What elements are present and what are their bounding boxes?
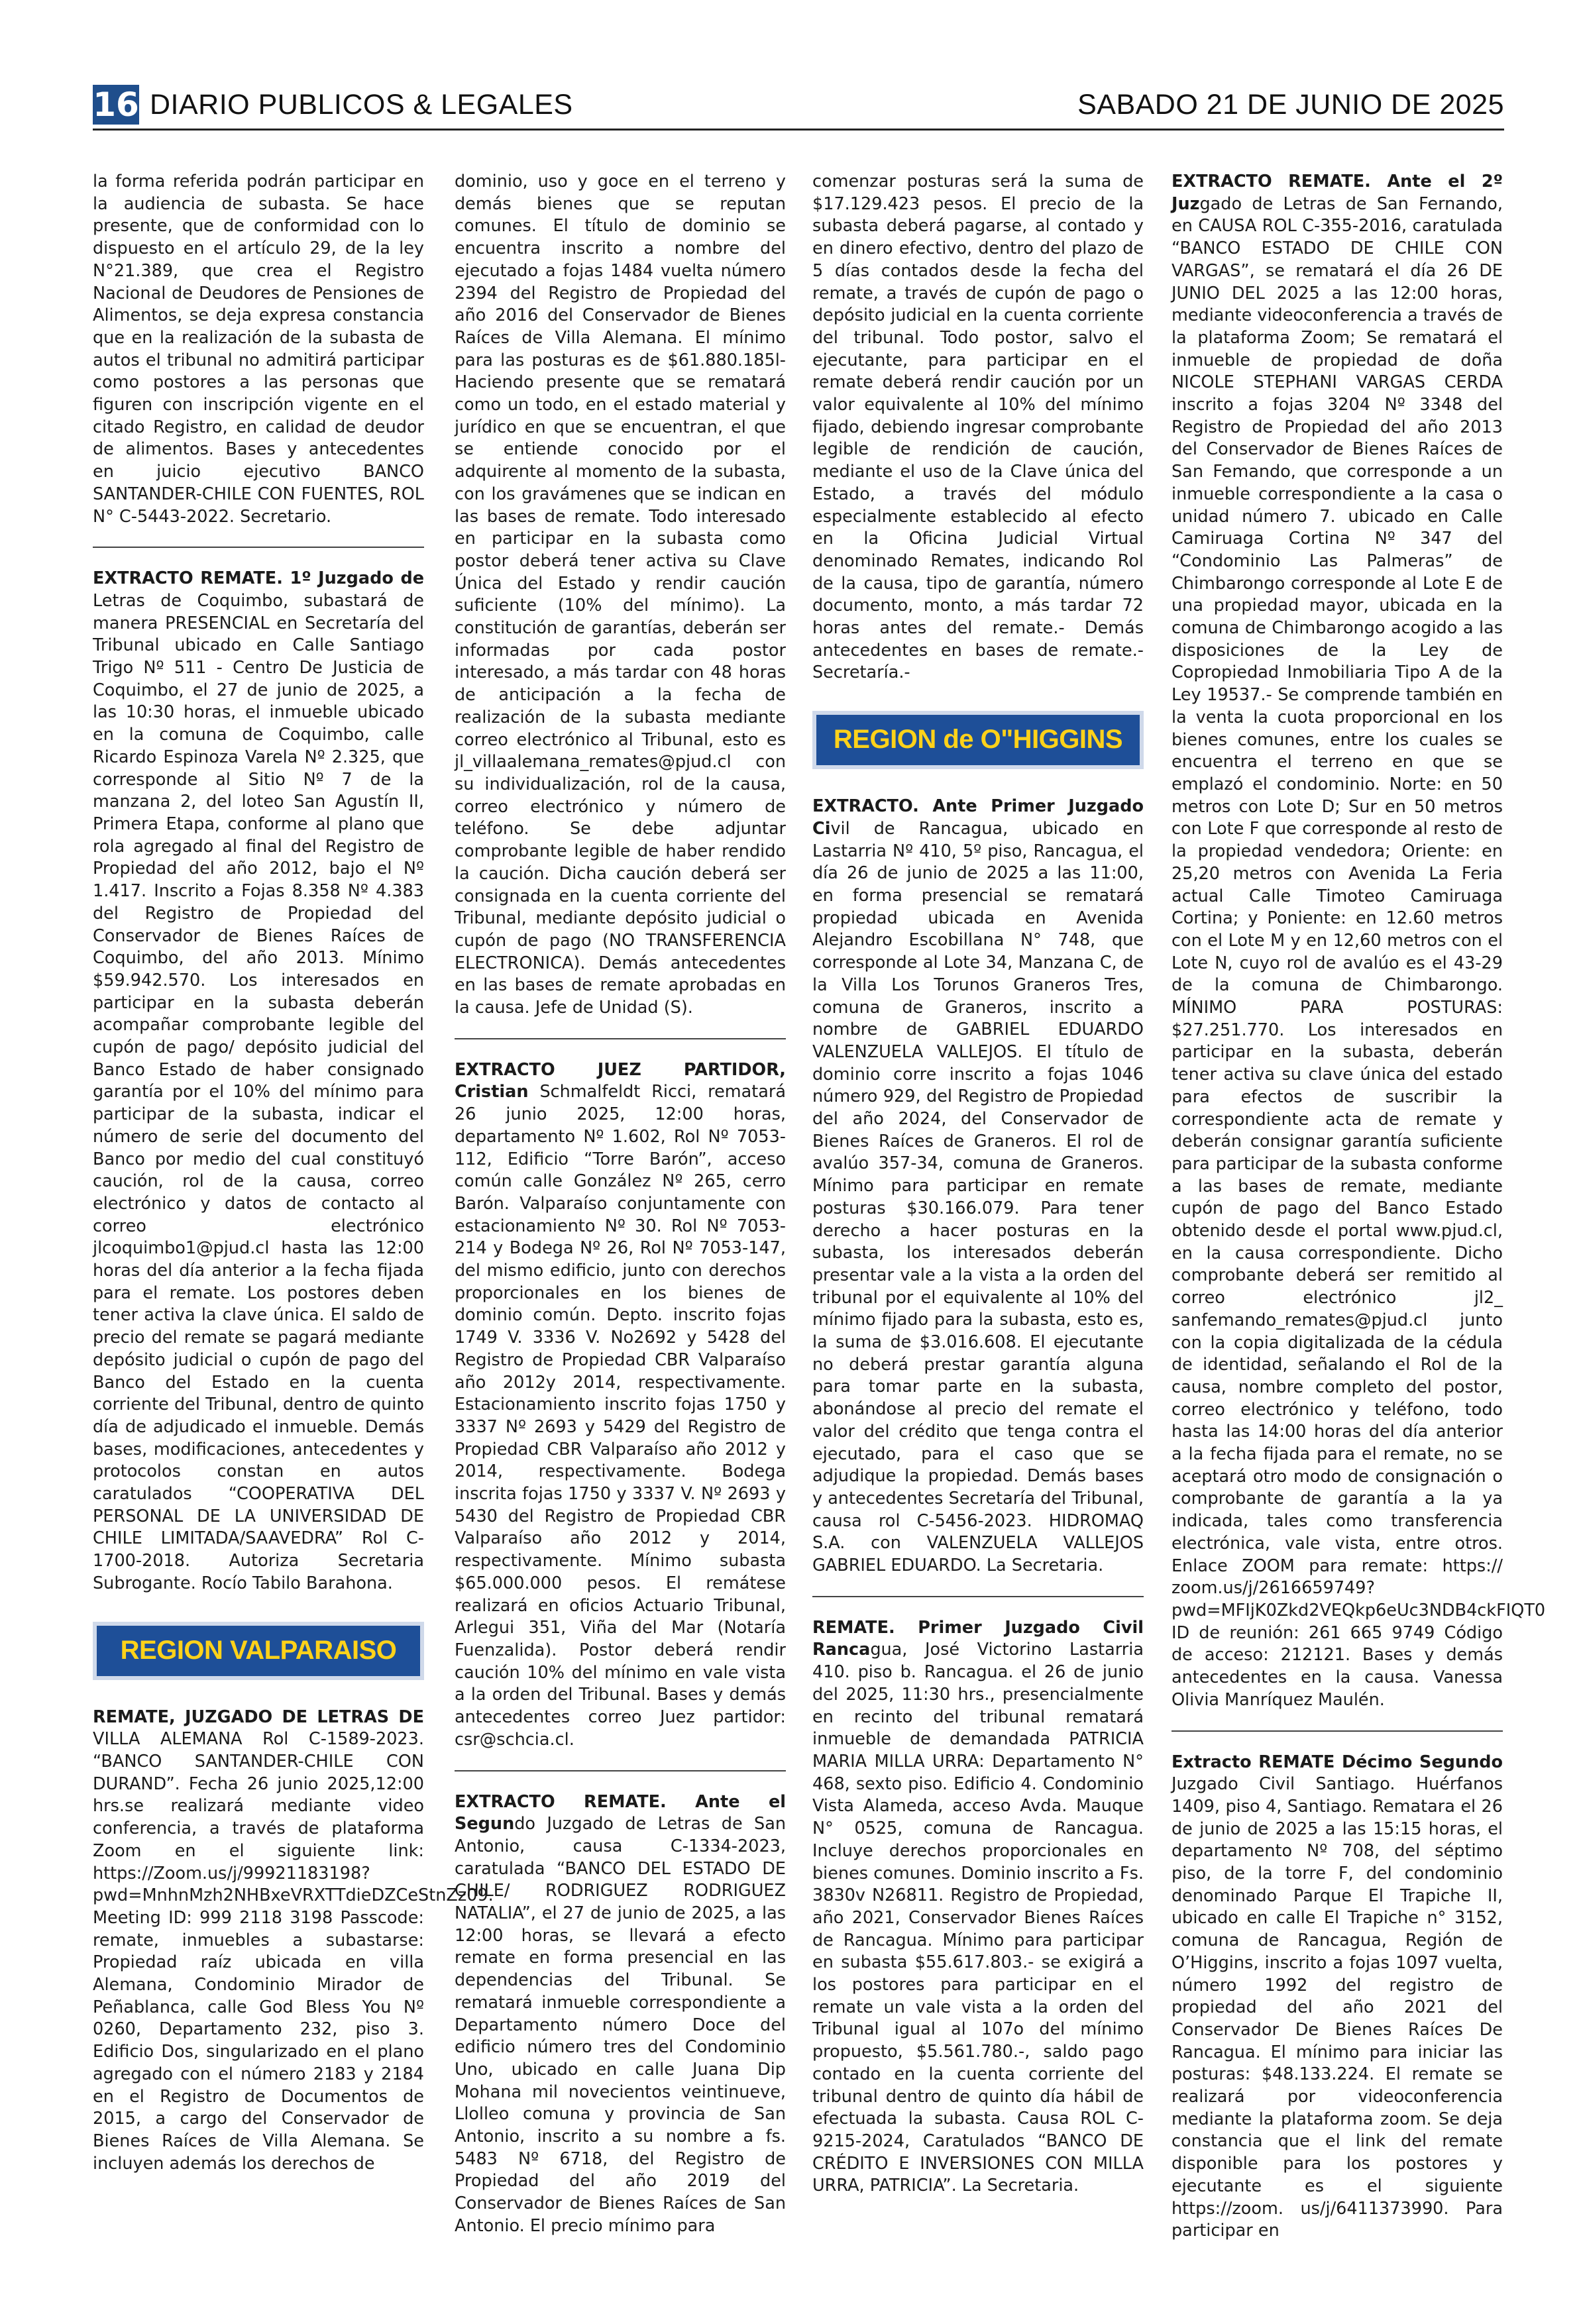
notice-heading: EXTRACTO REMATE. Ante el Segun [455, 1791, 786, 1834]
notice-separator [812, 1596, 1144, 1597]
notice-separator [93, 547, 424, 548]
region-banner-ohiggins [812, 711, 1144, 769]
notice-juez-partidor [455, 1059, 786, 1752]
region-banner-valparaiso [93, 1622, 424, 1680]
newspaper-name: DIARIO PUBLICOS & LEGALES [150, 89, 573, 121]
notice-heading: Extracto REMATE Décimo Segundo [1172, 1752, 1503, 1772]
notice-heading: EXTRACTO JUEZ PARTIDOR, Cristian [455, 1059, 786, 1102]
notice-body: gado de Letras de San Fernando, en CAUSA ROL C-355-2016, caratulada “BANCO ESTADO DE CHILE CON VARGAS”, se rematará el día 26 DE JUNIO DEL 2025 a las 12:00 horas, mediante videoconferencia a través de la plataforma Zoom; Se rematará el inmueble de propiedad de doña NICOLE STEPHANI VARGAS CERDA inscrito a fojas 3204 Nº 3348 del Registro de Propiedad del año 2013 del Conservador de Bienes Raíces de San Femando, que corresponde a un inmueble correspondiente a la casa o unidad número 7. ubicado en Calle Camiruaga Cortina Nº 347 del “Condominio Las Palmeras” de Chimbarongo corresponde al Lote E de una propiedad mayor, ubicada en la comuna de Chimbarongo acogido a las disposiciones de la Ley de Copropiedad Inmobiliaria Tipo A de la Ley 19537.- Se comprende también en la venta la cuota proporcional en los bienes comunes, entre los cuales se encuentra el terreno en que se emplazó el condominio. Norte: en 50 metros con Lote D; Sur en 50 metros con Lote F que corresponde al resto de la propiedad vendedora; Oriente: en 25,20 metros con Avenida La Feria actual Calle Timoteo Camiruaga Cortina; y Poniente: en 12.60 metros con el Lote M y en 12,60 metros con el Lote N, cuyo rol de avalúo es el 43-29 de la comuna de Chimbarongo. MÍNIMO PARA POSTURAS: $27.251.770. Los interesados en participar en la subasta, deberán tener activa su clave única del estado para efectos de suscribir la correspondiente acta de remate y deberán consignar garantía suficiente para participar de la subasta conforme a las bases de remate, mediante cupón de pago del Banco Estado obtenido desde el portal www.pjud.cl, en la causa correspondiente. Dicho comprobante deberá ser remitido al correo electrónico jl2_ sanfemando_remates@pjud.cl junto con la copia digitalizada de la cédula de identidad, señalando el Rol de la causa, nombre completo del postor, correo electrónico y teléfono, todo hasta las 14:00 horas del día anterior a la fecha fijada para el remate, no se aceptará otro modo de consignación o comprobante de garantía a la ya indicada, tales como transferencia electrónica, vale vista, entre otros. Enlace ZOOM para remate: https:// zoom.us/j/2616659749?pwd=MFIjK0Zkd2VEQkp6eUc3NDB4ckFIQT0 ID de reunión: 261 665 9749 Código de acceso: 212121. Bases y demás antecedentes en la causa. Vanessa Olivia Manríquez Maulén. [1172, 193, 1546, 1710]
notice-separator [455, 1770, 786, 1771]
notice-body: Juzgado Civil Santiago. Huérfanos 1409, piso 4, Santiago. Rematara el 26 de junio de 2025 a las 15:15 horas, el departamento Nº 708, del séptimo piso, de la torre F, del condominio denominado Parque El Trapiche II, ubicado en calle El Trapiche n° 3152, comuna de Rancagua, Región de O’Higgins, inscrito a fojas 1097 vuelta, número 1992 del registro de propiedad del año 2021 del Conservador De Bienes Raíces De Rancagua. El mínimo para iniciar las posturas: $48.133.224. El remate se realizará por videoconferencia mediante la plataforma zoom. Se deja constancia que el link del remate disponible para los postores y ejecutante es el siguiente https://zoom. us/j/6411373990. Para participar en [1172, 1774, 1503, 2241]
page-number: 16 [93, 85, 139, 124]
notice-remate-rancagua [812, 1617, 1144, 2197]
column-1 [93, 171, 494, 2291]
notice-separator [455, 1038, 786, 1039]
notice-continuation: la forma referida podrán participar en la audiencia de subasta. Se hace presente, que de conformidad con lo dispuesto en el artículo 29, de la ley N°21.389, que crea el Registro Nacional de Deudores de Pensiones de Alimentos, se deja expresa constancia que en la realización de la subasta de autos el tribunal no admitirá participar como postores a las personas que figuren con inscripción vigente en el citado Registro, en calidad de deudor de alimentos. Bases y antecedentes en juicio ejecutivo BANCO SANTANDER-CHILE CON FUENTES, ROL N° C-5443-2022. Secretario. [93, 172, 424, 527]
notice-extracto-rancagua [812, 796, 1144, 1577]
masthead [93, 85, 1504, 125]
notice-heading: EXTRACTO REMATE. Ante el 2º Juz [1172, 172, 1503, 214]
issue-date: SABADO 21 DE JUNIO DE 2025 [1077, 89, 1504, 121]
notice-body: do Juzgado de Letras de San Antonio, causa C-1334-2023, caratulada “BANCO DEL ESTADO DE CHILE/ RODRIGUEZ RODRIGUEZ NATALIA”, el 27 de junio de 2025, a las 12:00 horas, se llevará a efecto remate en forma presencial en las dependencias del Tribunal. Se rematará inmueble correspondiente a Departamento número Doce del edificio número tres del Condominio Uno, ubicado en calle Juana Dip Mohana mil novecientos veintinueve, Llolleo comuna y provincia de San Antonio, inscrito a su nombre a fs. 5483 Nº 6718, del Registro de Propiedad del año 2019 del Conservador de Bienes Raíces de San Antonio. El precio mínimo para [455, 1814, 786, 2236]
region-banner-label: REGION de O"HIGGINS [833, 725, 1123, 755]
notice-heading: EXTRACTO. Ante Primer Juzgado Ci [812, 796, 1144, 839]
notice-remate-san-antonio [455, 1791, 786, 2238]
notice-remate-villa-alemana [93, 1707, 494, 2176]
notice-body: gua, José Victorino Lastarria 410. piso b. Rancagua. el 26 de junio del 2025, 11:30 hrs., presencialmente en recinto del tribunal rematará inmueble de demandada PATRICIA MARIA MILLA URRA: Departamento N° 468, sexto piso. Edificio 4. Condominio Vista Alameda, acceso Avda. Mauque N° 0525, comuna de Rancagua. Incluye derechos proporcionales en bienes comunes. Dominio inscrito a Fs. 3830v N26811. Registro de Propiedad, año 2021, Conservador Bienes Raíces de Rancagua. Mínimo para participar en subasta $55.617.803.- se exigirá a los postores para participar en el remate un vale vista a la orden del Tribunal igual al 107o del mínimo propuesto, $5.561.780.-, saldo pago contado en la cuenta corriente del tribunal dentro de quinto día hábil de efectuada la subasta. Causa ROL C-9215-2024, Caratulados “BANCO DE CRÉDITO E INVERSIONES CON MILLA URRA, PATRICIA”. La Secretaria. [812, 1640, 1144, 2196]
notice-heading: REMATE. Primer Juzgado Civil Ranca [812, 1617, 1144, 1660]
notice-body: Letras de Coquimbo, subastará de manera PRESENCIAL en Secretaría del Tribunal ubicado en Calle Santiago Trigo Nº 511 - Centro De Justicia de Coquimbo, el 27 de junio de 2025, a las 10:30 horas, el inmueble ubicado en la comuna de Coquimbo, calle Ricardo Espinoza Varela Nº 2.325, que corresponde al Sitio Nº 7 de la manzana 2, del loteo San Agustín II, Primera Etapa, conforme al plano que rola agregado al final del Registro de Propiedad del año 2012, bajo el Nº 1.417. Inscrito a Fojas 8.358 Nº 4.383 del Registro de Propiedad del Conservador de Bienes Raíces de Coquimbo, del año 2013. Mínimo $59.942.570. Los interesados en participar en la subasta deberán acompañar comprobante legible del cupón de pago/ depósito judicial del Banco Estado de haber consignado garantía por el 10% del mínimo para participar de la subasta, indicar el número de serie del documento del Banco por medio del cual constituyó caución, rol de la causa, correo electrónico y datos de contacto al correo electrónico jlcoquimbo1@pjud.cl hasta las 12:00 horas del día anterior a la fecha fijada para el remate. Los postores deben tener activa la clave única. El saldo de precio del remate se pagará mediante depósito judicial o cupón de pago del Banco del Estado en la cuenta corriente del Tribunal, dentro de quinto día de adjudicado el inmueble. Demás bases, modificaciones, antecedentes y protocolos constan en autos caratulados “COOPERATIVA DEL PERSONAL DE LA UNIVERSIDAD DE CHILE LIMITADA/SAAVEDRA” Rol C-1700-2018. Autoriza Secretaria Subrogante. Rocío Tabilo Barahona. [93, 590, 424, 1593]
column-2 [455, 171, 786, 2291]
notice-continuation: dominio, uso y goce en el terreno y demás bienes que se reputan comunes. El título de dominio se encuentra inscrito a nombre del ejecutado a fojas 1484 vuelta número 2394 del Registro de Propiedad del año 2016 del Conservador de Bienes Raíces de Villa Alemana. El mínimo para las posturas es de $61.880.185l-Haciendo presente que se rematará como un todo, en el estado material y jurídico en que se encuentran, el que se entiende conocido por el adquirente al momento de la subasta, con los gravámenes que se indican en las bases de remate. Todo interesado en participar en la subasta como postor deberá tener activa su Clave Única del Estado y rendir caución suficiente (10% del mínimo). La constitución de garantías, deberán ser informadas por cada postor interesado, a más tardar con 48 horas de anticipación a la fecha de realización de la subasta mediante correo electrónico al Tribunal, esto es jl_villaalemana_remates@pjud.cl con su individualización, rol de la causa, correo electrónico y número de teléfono. Se debe adjuntar comprobante legible de haber rendido la caución. Dicha caución deberá ser consignada en la cuenta corriente del Tribunal, mediante depósito judicial o cupón de pago (NO TRANSFERENCIA ELECTRONICA). Demás antecedentes en las bases de remate aprobadas en la causa. Jefe de Unidad (S). [455, 172, 786, 1018]
region-banner-label: REGION VALPARAISO [120, 1635, 397, 1665]
notice-heading: REMATE, JUZGADO DE LETRAS DE [93, 1707, 424, 1727]
notice-heading: EXTRACTO REMATE. 1º Juzgado de [93, 568, 424, 589]
notice-remate-coquimbo [93, 568, 424, 1595]
notice-body: Schmalfeldt Ricci, rematará 26 junio 2025, 12:00 horas, departamento Nº 1.602, Rol Nº 7053-112, Edificio “Torre Barón”, acceso común calle González Nº 265, cerro Barón. Valparaíso conjuntamente con estacionamiento Nº 30. Rol Nº 7053-214 y Bodega Nº 26, Rol Nº 7053-147, del mismo edificio, junto con derechos proporcionales en los bienes de dominio común. Depto. inscrito fojas 1749 V. 3336 V. No2692 y 5428 del Registro de Propiedad CBR Valparaíso año 2012y 2014, respectivamente. Estacionamiento inscrito fojas 1750 y 3337 Nº 2693 y 5429 del Registro de Propiedad CBR Valparaíso año 2012 y 2014, respectivamente. Bodega inscrita fojas 1750 y 3337 V. Nº 2693 y 5430 del Registro de Propiedad CBR Valparaíso año 2012 y 2014, respectivamente. Mínimo subasta $65.000.000 pesos. El remátese realizará en oficios Actuario Tribunal, Arlegui 351, Viña del Mar (Notaría Fuenzalida). Postor deberá rendir caución 10% del mínimo en vale vista a la orden del Tribunal. Bases y demás antecedentes correo Juez partidor: csr@schcia.cl. [455, 1082, 786, 1750]
notice-body: vil de Rancagua, ubicado en Lastarria Nº 410, 5º piso, Rancagua, el día 26 de junio de 2025 a las 11:00, en forma presencial se rematará propiedad ubicada en Avenida Alejandro Escobillana N° 748, que corresponde al Lote 34, Manzana C, de la Villa Los Torunos Graneros Tres, comuna de Graneros, inscrito a nombre de GABRIEL EDUARDO VALENZUELA VALLEJOS. El título de dominio corre inscrito a fojas 1046 número 929, del Registro de Propiedad del año 2024, del Conservador de Bienes Raíces de Graneros. El rol de avalúo 357-34, comuna de Graneros. Mínimo para participar en remate posturas $30.166.079. Para tener derecho a hacer posturas en la subasta, los interesados deberán presentar vale a la vista a la orden del tribunal por el equivalente al 10% del mínimo fijado para la subasta, esto es, la suma de $3.016.608. El ejecutante no deberá prestar garantía alguna para tomar parte en la subasta, abonándose al precio del remate el valor del crédito que tenga contra el ejecutado, para el caso que se adjudique la propiedad. Demás bases y antecedentes Secretaría del Tribunal, causa rol C-5456-2023. HIDROMAQ S.A. con VALENZUELA VALLEJOS GABRIEL EDUARDO. La Secretaria. [812, 818, 1144, 1576]
notice-body: VILLA ALEMANA Rol C-1589-2023. “BANCO SANTANDER-CHILE CON DURAND”. Fecha 26 junio 2025,12:00 hrs.se realizará mediante video conferencia, a través de plataforma Zoom en el siguiente link: https://Zoom.us/j/99921183198?pwd=MnhnMzh2NHBxeVRXTTdieDZCeStnZz09. Meeting ID: 999 2118 3198 Passcode: remate, inmuebles a subastarse: Propiedad raíz ubicada en villa Alemana, Condominio Mirador de Peñablanca, calle God Bless You Nº 0260, Departamento 232, piso 3. Edificio Dos, singularizado en el plano agregado con el número 2183 y 2184 en el Registro de Documentos de 2015, a cargo del Conservador de Bienes Raíces de Villa Alemana. Se incluyen además los derechos de [93, 1729, 494, 2174]
header-rule [93, 129, 1504, 131]
notice-separator [1172, 1730, 1503, 1732]
notice-remate-santiago [1172, 1752, 1503, 2243]
column-4 [1172, 171, 1546, 2291]
column-3 [812, 171, 1144, 2291]
notice-remate-san-fernando [1172, 171, 1546, 1712]
notice-continuation: comenzar posturas será la suma de $17.129.423 pesos. El precio de la subasta deberá pagarse, al contado y en dinero efectivo, dentro del plazo de 5 días contados desde la fecha del remate, a través de cupón de pago o depósito judicial en la cuenta corriente del tribunal. Todo postor, salvo el ejecutante, para participar en el remate deberá rendir caución por un valor equivalente al 10% del mínimo fijado, debiendo ingresar comprobante legible de rendición de caución, mediante el uso de la Clave única del Estado, a través del módulo especialmente establecido al efecto en la Oficina Judicial Virtual denominado Remates, indicando Rol de la causa, tipo de garantía, número documento, monto, a más tardar 72 horas antes del remate.- Demás antecedentes en bases de remate.- Secretaría.- [812, 172, 1144, 683]
